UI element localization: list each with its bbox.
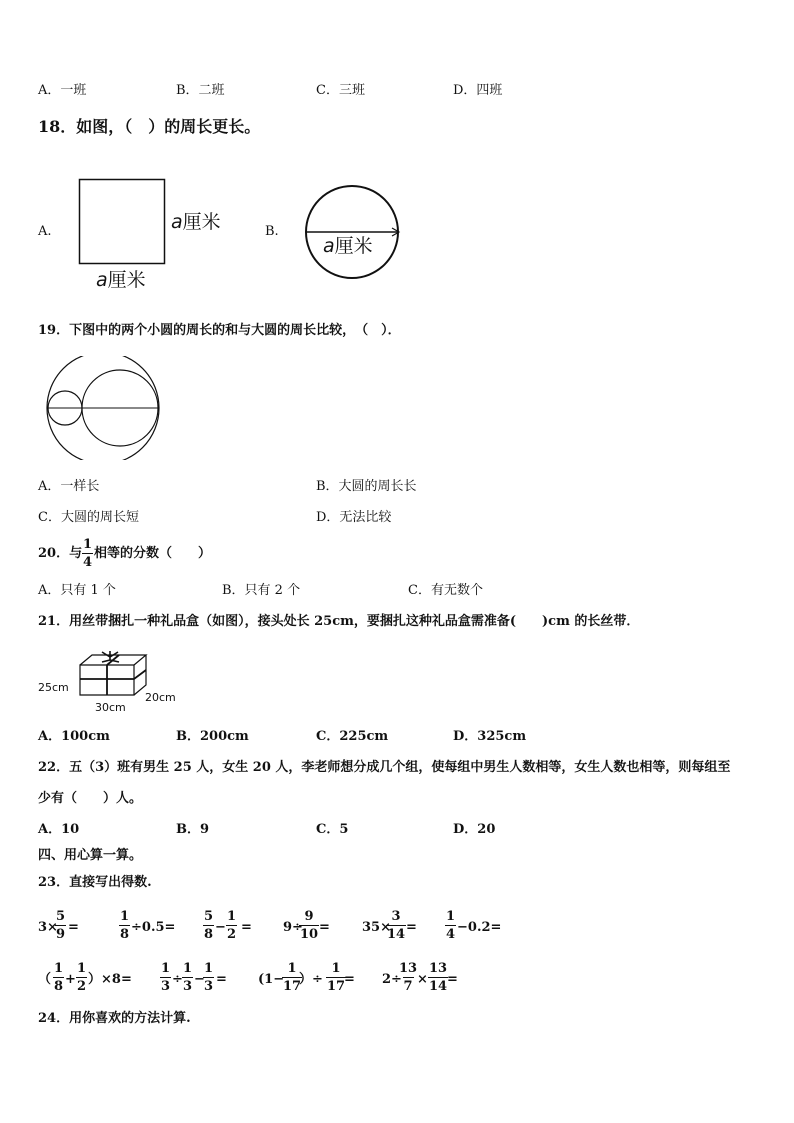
square-shape <box>78 178 168 266</box>
q19-circles-figure <box>46 356 162 464</box>
q19-option-b: B．大圆的周长长 <box>316 479 417 494</box>
r2e3-den2: 17 <box>327 979 346 994</box>
r2e4-frac1 <box>398 961 418 994</box>
r2e4-num1: 13 <box>399 961 418 976</box>
r2e2-op1: ÷ <box>172 972 183 987</box>
r2e1-op: + <box>65 972 76 987</box>
q20-option-b: B．只有 2 个 <box>222 583 301 598</box>
r2e1-frac1 <box>53 961 64 994</box>
r2e1-close: ）×8= <box>88 972 132 987</box>
r2e4-den1: 7 <box>403 979 413 994</box>
square-bottom-var: a <box>96 269 108 291</box>
gift-box-shape <box>78 649 150 697</box>
r2e2-den3: 3 <box>204 979 214 994</box>
r2e2-num2: 1 <box>183 961 193 976</box>
q21-option-a: A．100cm <box>38 729 110 744</box>
q22-option-d: D．20 <box>453 822 496 837</box>
r1e5-num: 3 <box>391 909 401 924</box>
square-side-var: a <box>171 211 183 233</box>
r2e2-op2: − <box>194 972 205 987</box>
r2e1-den1: 8 <box>54 979 64 994</box>
r2e2-den1: 3 <box>161 979 171 994</box>
r1e6-den: 4 <box>446 927 456 942</box>
r1e3-den2: 2 <box>227 927 237 942</box>
r2e4-a: 2÷ <box>382 972 402 987</box>
r1e1-a: 3× <box>38 920 58 935</box>
r2e1-frac2 <box>76 961 87 994</box>
q19-option-d: D．无法比较 <box>316 510 392 525</box>
q18-stem: 18．如图，（ ）的周长更长。 <box>38 117 261 136</box>
r2e1-den2: 2 <box>77 979 87 994</box>
r2e2-frac3 <box>203 961 214 994</box>
r1e3-eq: = <box>241 920 252 935</box>
r2e2-eq: = <box>216 972 227 987</box>
r2e4-eq: = <box>447 972 458 987</box>
square-bottom-label <box>96 269 146 291</box>
section-4-heading: 四、用心算一算。 <box>38 848 143 863</box>
q21-option-c: C．225cm <box>316 729 389 744</box>
q21-stem: 21．用丝带捆扎一种礼品盒（如图），接头处长 25cm，要捆扎这种礼品盒需准备( )cm 的长丝带． <box>38 614 640 629</box>
r1e5-a: 35× <box>362 920 391 935</box>
q20-den: 4 <box>83 555 93 570</box>
r1e4-den: 10 <box>300 927 319 942</box>
q20-stem-post: 相等的分数（ ） <box>94 546 212 561</box>
q17-option-c: C．三班 <box>316 83 365 98</box>
circle-diameter-label <box>323 235 373 257</box>
r2e2-frac2 <box>182 961 193 994</box>
q20-fraction <box>82 537 93 570</box>
r2e3-open: (1− <box>258 972 285 987</box>
r2e3-num1: 1 <box>287 961 297 976</box>
r1e3-den1: 8 <box>204 927 214 942</box>
q21-option-b: B．200cm <box>176 729 249 744</box>
r1e1-num: 5 <box>56 909 66 924</box>
r1e3-num1: 5 <box>204 909 214 924</box>
r1e6-frac <box>445 909 456 942</box>
r2e1-num2: 1 <box>77 961 87 976</box>
r1e4-frac <box>299 909 319 942</box>
r2e1-open: （ <box>38 972 52 987</box>
r1e6-num: 1 <box>446 909 456 924</box>
q17-option-a: A．一班 <box>38 83 87 98</box>
r1e2-rest: ÷0.5= <box>131 920 176 935</box>
r1e4-eq: = <box>319 920 330 935</box>
q19-option-c: C．大圆的周长短 <box>38 510 139 525</box>
r2e2-num1: 1 <box>161 961 171 976</box>
q22-line1: 22．五（3）班有男生 25 人，女生 20 人，李老师想分成几个组，使每组中男生人数相等，女生人数也相等，则每组至 <box>38 760 731 775</box>
r1e3-frac2 <box>226 909 237 942</box>
r2e2-frac1 <box>160 961 171 994</box>
r1e1-frac <box>55 909 66 942</box>
r2e2-den2: 3 <box>183 979 193 994</box>
q19-option-a: A．一样长 <box>38 479 100 494</box>
gift-length-label: 30cm <box>95 701 126 714</box>
r1e3-frac1 <box>203 909 214 942</box>
r1e3-num2: 1 <box>227 909 237 924</box>
r1e1-den: 9 <box>56 927 66 942</box>
q18-label-a: A. <box>38 224 52 239</box>
r2e4-num2: 13 <box>429 961 448 976</box>
q20-option-a: A．只有 1 个 <box>38 583 116 598</box>
r2e3-num2: 1 <box>331 961 341 976</box>
q17-option-d: D．四班 <box>453 83 503 98</box>
q19-stem: 19．下图中的两个小圆的周长的和与大圆的周长比较， （ ）． <box>38 323 401 338</box>
q18-label-b: B. <box>265 224 279 239</box>
r2e3-den1: 17 <box>283 979 302 994</box>
r2e4-den2: 14 <box>429 979 448 994</box>
r2e4-op: × <box>417 972 428 987</box>
q23-stem: 23．直接写出得数. <box>38 875 152 890</box>
r1e4-a: 9÷ <box>283 920 303 935</box>
gift-height-label: 25cm <box>38 681 69 694</box>
r1e6-rest: −0.2= <box>457 920 502 935</box>
r2e1-num1: 1 <box>54 961 64 976</box>
q24-stem: 24．用你喜欢的方法计算. <box>38 1011 191 1026</box>
q20-option-c: C．有无数个 <box>408 583 483 598</box>
r1e4-num: 9 <box>304 909 314 924</box>
r1e2-den: 8 <box>120 927 130 942</box>
circle-diam-unit: 厘米 <box>334 235 373 257</box>
q22-line2: 少有（ ）人。 <box>38 791 143 806</box>
q18-square-figure <box>78 178 168 270</box>
square-side-unit: 厘米 <box>182 211 221 233</box>
q22-option-b: B．9 <box>176 822 210 837</box>
q22-option-c: C．5 <box>316 822 349 837</box>
square-bottom-unit: 厘米 <box>107 269 146 291</box>
r1e5-frac <box>386 909 406 942</box>
square-side-label <box>171 211 221 233</box>
nested-circles <box>46 356 162 460</box>
r1e2-frac <box>119 909 130 942</box>
q17-option-b: B．二班 <box>176 83 225 98</box>
circle-diam-var: a <box>323 235 335 257</box>
r1e2-num: 1 <box>120 909 130 924</box>
q21-gift-box <box>78 649 150 701</box>
q20-stem-pre: 20．与 <box>38 546 83 561</box>
q20-num: 1 <box>83 537 93 552</box>
r1e1-eq: = <box>68 920 79 935</box>
q18-circle-figure <box>303 184 403 284</box>
r1e5-eq: = <box>406 920 417 935</box>
q22-option-a: A．10 <box>38 822 80 837</box>
r1e5-den: 14 <box>387 927 406 942</box>
r2e3-eq: = <box>344 972 355 987</box>
q21-option-d: D．325cm <box>453 729 527 744</box>
gift-width-label: 20cm <box>145 691 176 704</box>
r1e3-op: − <box>215 920 226 935</box>
circle-shape <box>303 184 403 280</box>
r2e2-num3: 1 <box>204 961 214 976</box>
r2e4-frac2 <box>428 961 448 994</box>
r2e3-mid: ）÷ <box>299 972 323 987</box>
